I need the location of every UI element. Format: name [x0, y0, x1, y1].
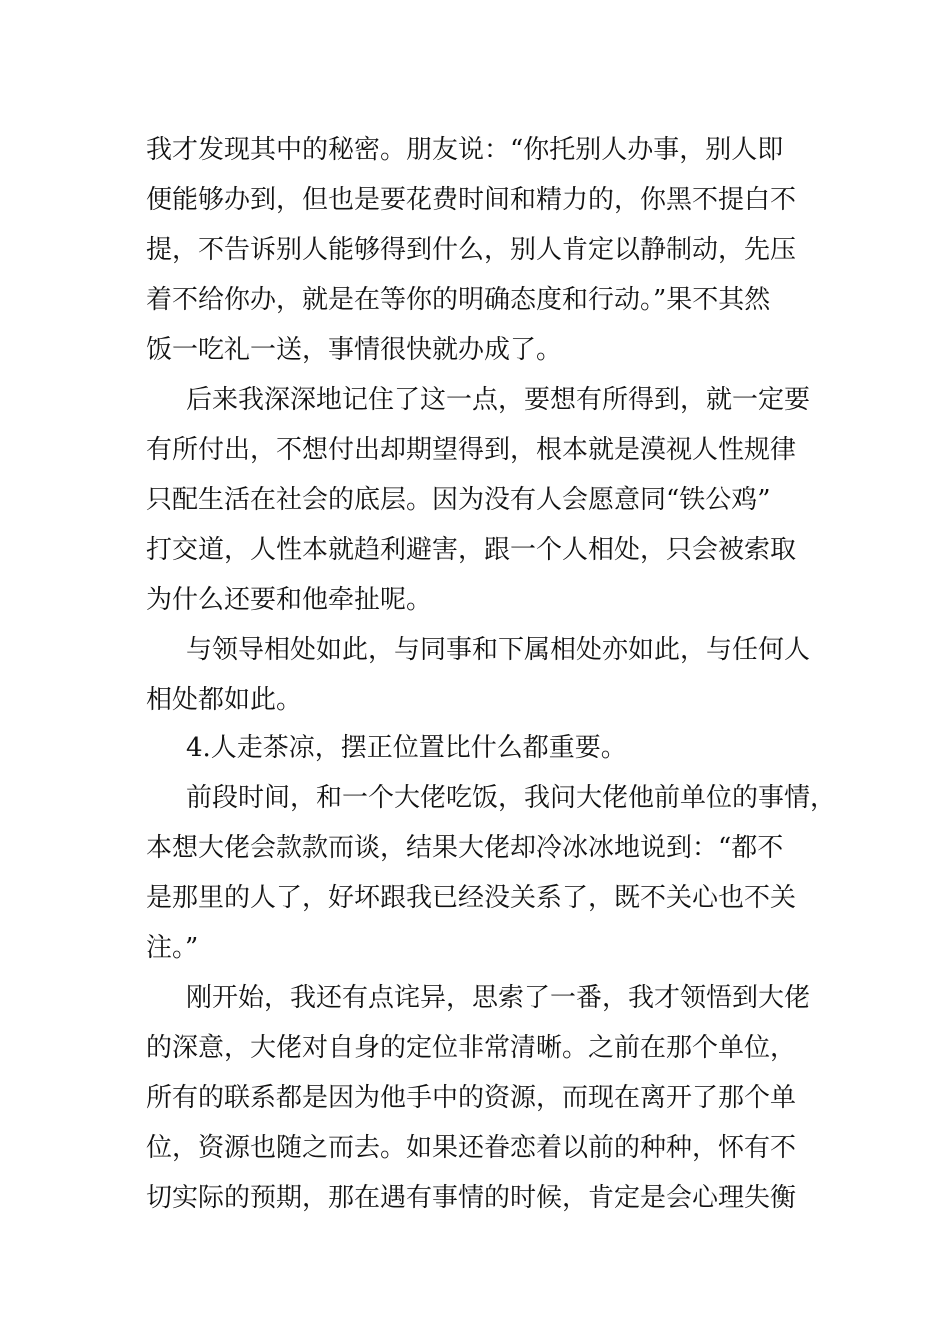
text-line-6: 后来我深深地记住了这一点，要想有所得到，就一定要 — [186, 385, 811, 415]
text-line-21: 位，资源也随之而去。如果还眷恋着以前的种种，怀有不 — [146, 1133, 797, 1163]
text-line-5: 饭一吃礼一送，事情很快就办成了。 — [146, 335, 563, 365]
text-line-1: 我才发现其中的秘密。朋友说：“你托别人办事，别人即 — [146, 135, 784, 165]
text-line-16: 是那里的人了，好坏跟我已经没关系了，既不关心也不关 — [146, 883, 797, 913]
text-line-22: 切实际的预期，那在遇有事情的时候，肯定是会心理失衡 — [146, 1183, 797, 1213]
text-line-19: 的深意，大佬对自身的定位非常清晰。之前在那个单位， — [146, 1033, 797, 1063]
text-line-10: 为什么还要和他牵扯呢。 — [146, 585, 433, 615]
text-line-4: 着不给你办，就是在等你的明确态度和行动。”果不其然 — [146, 285, 771, 315]
text-line-8: 只配生活在社会的底层。因为没有人会愿意同“铁公鸡” — [146, 485, 771, 515]
text-line-20: 所有的联系都是因为他手中的资源，而现在离开了那个单 — [146, 1083, 797, 1113]
text-line-2: 便能够办到，但也是要花费时间和精力的，你黑不提白不 — [146, 185, 797, 215]
text-line-18: 刚开始，我还有点诧异，思索了一番，我才领悟到大佬 — [186, 983, 811, 1013]
text-line-11: 与领导相处如此，与同事和下属相处亦如此，与任何人 — [186, 635, 811, 665]
text-line-9: 打交道，人性本就趋利避害，跟一个人相处，只会被索取 — [146, 535, 797, 565]
text-line-3: 提，不告诉别人能够得到什么，别人肯定以静制动，先压 — [146, 235, 797, 265]
text-line-14: 前段时间，和一个大佬吃饭，我问大佬他前单位的事情， — [186, 783, 837, 813]
text-line-12: 相处都如此。 — [146, 685, 303, 715]
text-line-17: 注。” — [146, 933, 199, 963]
section-heading-4: 4.人走茶凉，摆正位置比什么都重要。 — [186, 733, 627, 763]
text-line-7: 有所付出，不想付出却期望得到，根本就是漠视人性规律 — [146, 435, 797, 465]
text-line-15: 本想大佬会款款而谈，结果大佬却冷冰冰地说到：“都不 — [146, 833, 784, 863]
